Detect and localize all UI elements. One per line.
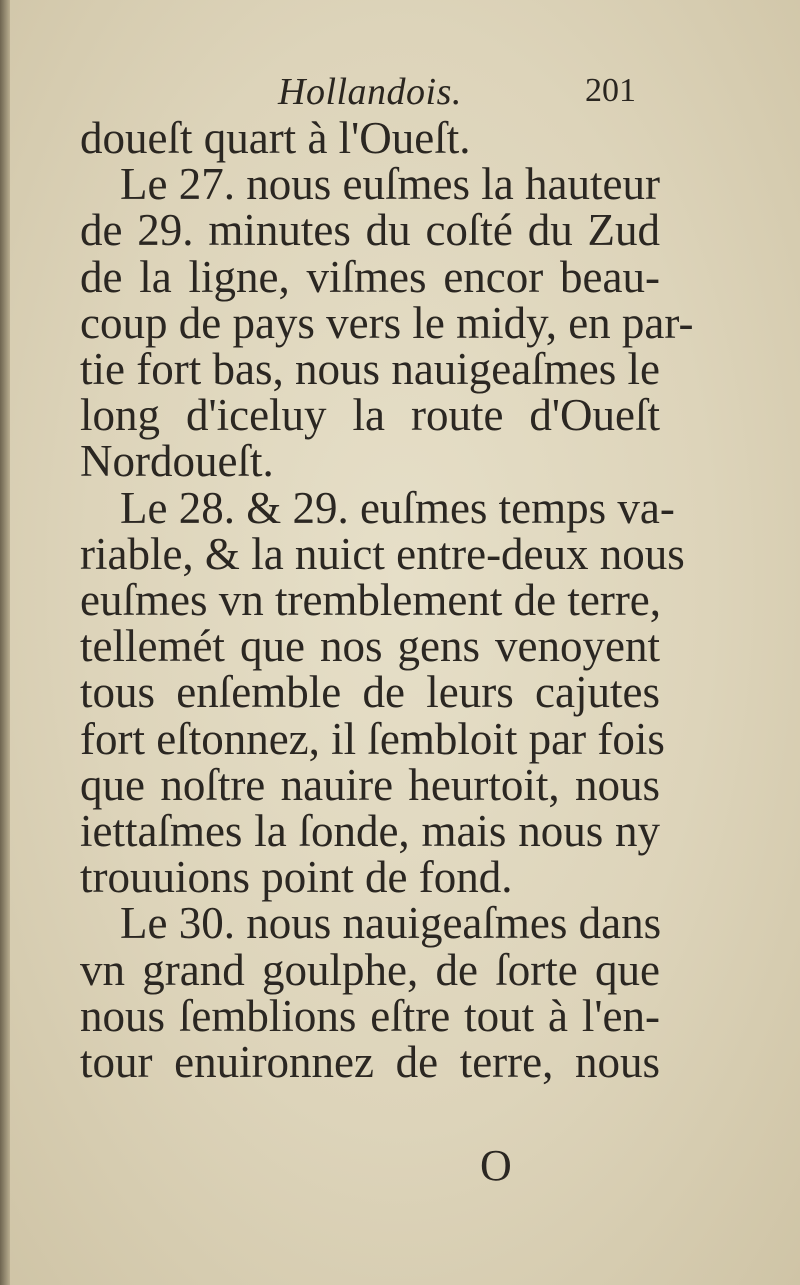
page-gutter bbox=[0, 0, 10, 1285]
text-line: doueſt quart à l'Oueſt. bbox=[80, 113, 471, 163]
text-line: tellemét que nos gens venoyent bbox=[80, 621, 660, 672]
text-line: euſmes vn tremblement de terre, bbox=[80, 575, 662, 626]
text-line: de la ligne, viſmes encor beau- bbox=[80, 251, 660, 302]
catchword: O bbox=[480, 1141, 512, 1190]
text-line: Le 27. nous euſmes la hauteur bbox=[120, 159, 660, 210]
text-line: tour enuironnez de terre, nous bbox=[80, 1037, 660, 1088]
text-line: tie fort bas, nous nauigeaſmes le bbox=[80, 344, 660, 395]
text-line: Nordoueſt. bbox=[80, 436, 274, 487]
page-number: 201 bbox=[585, 72, 636, 109]
text-line: Le 28. & 29. euſmes temps va- bbox=[120, 482, 675, 533]
text-line: iettaſmes la ſonde, mais nous ny bbox=[80, 806, 660, 857]
text-line: coup de pays vers le midy, en par- bbox=[80, 297, 694, 348]
text-line: que noſtre nauire heurtoit, nous bbox=[80, 759, 660, 810]
text-line: Le 30. nous nauigeaſmes dans bbox=[120, 898, 662, 949]
text-line: nous ſemblions eſtre tout à l'en- bbox=[80, 990, 660, 1041]
text-line: long d'iceluy la route d'Oueſt bbox=[80, 390, 660, 441]
text-line: fort eſtonnez, il ſembloit par fois bbox=[80, 713, 665, 764]
text-line: tous enſemble de leurs cajutes bbox=[80, 667, 660, 718]
text-line: de 29. minutes du coſté du Zud bbox=[80, 205, 660, 256]
running-title: Hollandois. bbox=[278, 71, 462, 113]
text-line: vn grand goulphe, de ſorte que bbox=[80, 944, 660, 995]
text-line: trouuions point de fond. bbox=[80, 852, 513, 903]
body-text bbox=[80, 113, 694, 1088]
text-line: riable, & la nuict entre-deux nous bbox=[80, 528, 685, 579]
